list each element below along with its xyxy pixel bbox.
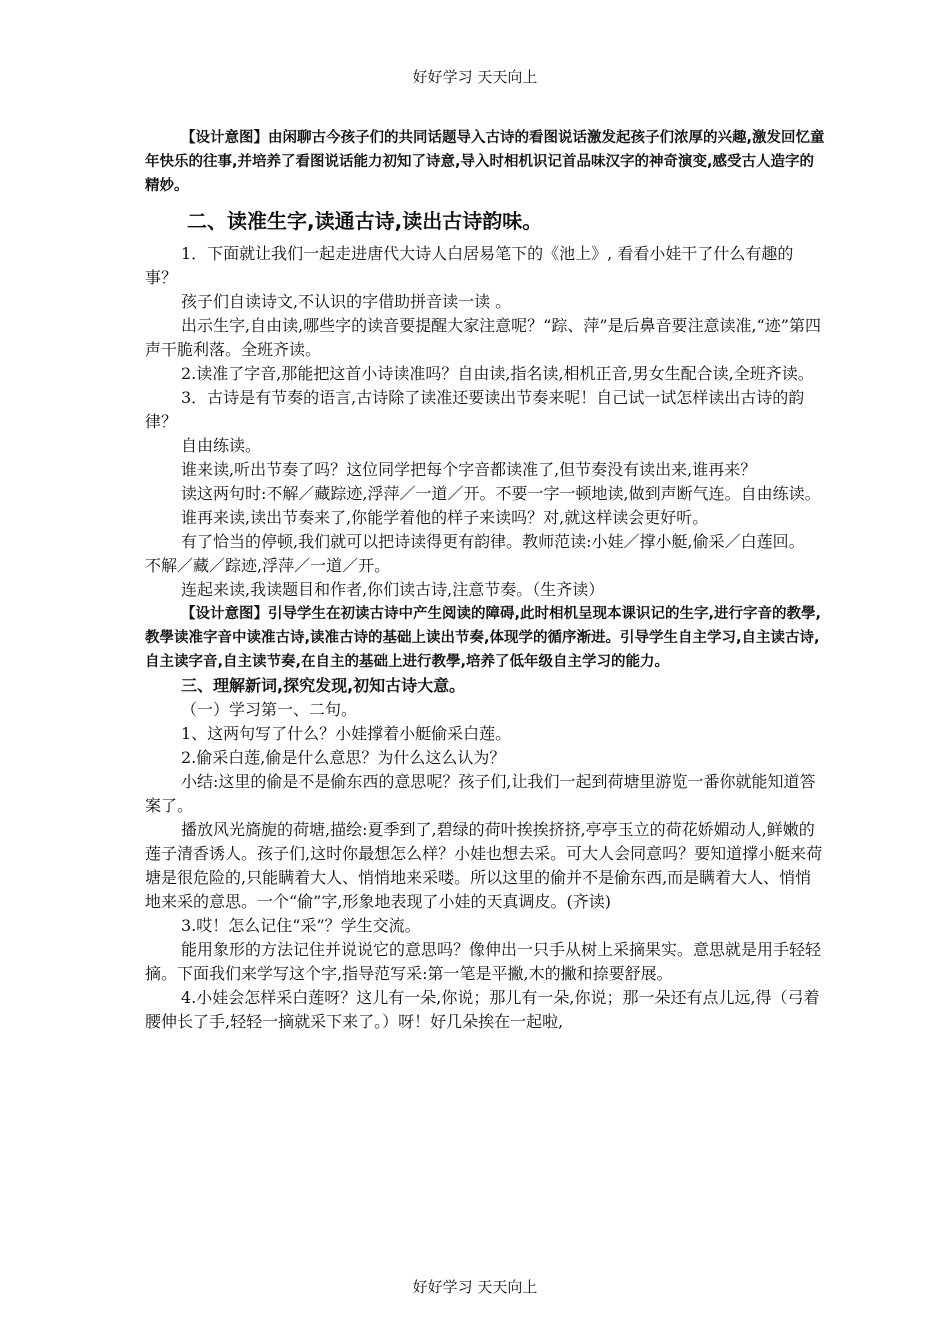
paragraph: 1、这两句写了什么？小娃撑着小艇偷采白莲。 — [181, 724, 512, 743]
paragraph: 谁来读,听出节奏了吗？这位同学把每个字音都读准了,但节奏没有读出来,谁再来？ — [181, 460, 757, 479]
paragraph: 小结:这里的偷是不是偷东西的意思呢？孩子们,让我们一起到荷塘里游览一番你就能知道答案了。 — [145, 772, 816, 815]
paragraph: 3．古诗是有节奏的语言,古诗除了读准还要读出节奏来呢！自己试一试怎样读出古诗的韵律？ — [145, 388, 805, 431]
paragraph: 1．下面就让我们一起走进唐代大诗人白居易笔下的《池上》, 看看小娃干了什么有趣的事？ — [145, 244, 794, 287]
paragraph: 出示生字,自由读,哪些字的读音要提醒大家注意呢？“踪、萍”是后鼻音要注意读准,“迹”第四声干脆利落。全班齐读。 — [145, 316, 821, 359]
section-heading-3: 三、理解新词,探究发现,初知古诗大意。 — [181, 676, 466, 695]
paragraph: 有了恰当的停顿,我们就可以把诗读得更有韵律。教师范读:小娃／撑小艇,偷采／白莲回。 不解／藏／踪迹,浮萍／一道／开。 — [145, 532, 805, 575]
design-intent-2: 【设计意图】引导学生在初读古诗中产生阅读的障碍,此时相机呈现本课识记的生字,进行字音的教學,教學读准字音中读准古诗,读准古诗的基础上读出节奏,体现学的循序渐进。引导学生自主学习,自主读古诗,自主读字音,自主读节奏,在自主的基础上进行教學,培养了低年级自主学习的能力。 — [145, 606, 822, 670]
paragraph: 谁再来读,读出节奏来了,你能学着他的样子来读吗？对,就这样读会更好听。 — [181, 508, 709, 527]
paragraph: 播放风光旖旎的荷塘,描绘:夏季到了,碧绿的荷叶挨挨挤挤,亭亭玉立的荷花娇媚动人,鲜嫩的莲子清香诱人。孩子们,这时你最想怎么样？小娃也想去采。可大人会同意吗？要知道撑小艇来荷塘是很危险的,只能瞒着大人、悄悄地来采喽。所以这里的偷并不是偷东西,而是瞒着大人、悄悄地来采的意思。一个“偷”字,形象地表现了小娃的天真调皮。(齐读) — [145, 820, 823, 911]
design-intent-1: 【设计意图】由闲聊古今孩子们的共同话题导入古诗的看图说话激发起孩子们浓厚的兴趣,激发回忆童年快乐的往事,并培养了看图说话能力初知了诗意,导入时相机识记首品味汉字的神奇演变,感受古人造字的精妙。 — [145, 130, 825, 194]
paragraph: 孩子们自读诗文,不认识的字借助拼音读一读 。 — [181, 292, 512, 311]
paragraph: 能用象形的方法记住并说说它的意思吗？像伸出一只手从树上采摘果实。意思就是用手轻轻摘。下面我们来学写这个字,指导范写采:第一笔是平撇,木的撇和捺要舒展。 — [145, 940, 822, 983]
paragraph: 2.读准了字音,那能把这首小诗读准吗？自由读,指名读,相机正音,男女生配合读,全班齐读。 — [181, 364, 814, 383]
page-footer: 好好学习 天天向上 — [412, 1278, 538, 1296]
section-heading-2: 二、读准生字,读通古诗,读出古诗韵味。 — [187, 209, 543, 233]
document-body — [145, 126, 825, 1034]
paragraph: （一）学习第一、二句。 — [181, 700, 358, 719]
paragraph: 2.偷采白莲,偷是什么意思？为什么这么认为？ — [181, 748, 506, 767]
page-header: 好好学习 天天向上 — [412, 68, 538, 86]
paragraph: 3.哎！怎么记住“采”？学生交流。 — [181, 916, 421, 935]
paragraph: 读这两句时:不解／藏踪迹,浮萍／一道／开。不要一字一顿地读,做到声断气连。自由练读。 — [181, 484, 821, 503]
paragraph: 连起来读,我读题目和作者,你们读古诗,注意节奏。（生齐读） — [181, 580, 605, 599]
paragraph: 4.小娃会怎样采白莲呀？这儿有一朵,你说；那儿有一朵,你说；那一朵还有点儿远,得（弓着腰伸长了手,轻轻一摘就采下来了。）呀！好几朵挨在一起啦, — [145, 988, 820, 1031]
paragraph: 自由练读。 — [181, 436, 262, 455]
